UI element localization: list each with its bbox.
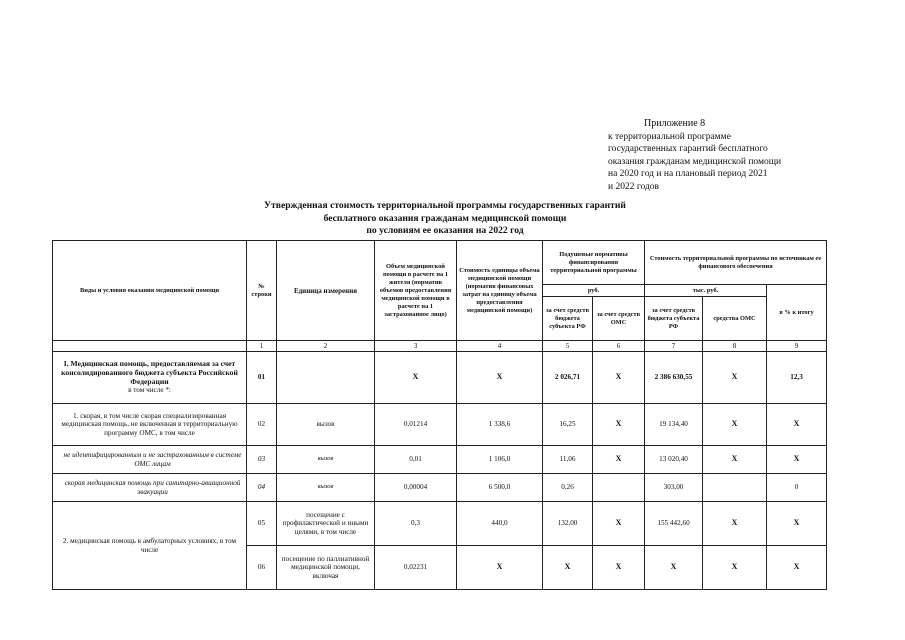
row-budget: 2 026,71: [543, 352, 593, 404]
row-oms: Х: [593, 352, 645, 404]
row-volume: 0,3: [375, 502, 457, 546]
row-cost: Х: [457, 546, 543, 590]
row-unit: [277, 352, 375, 404]
row-number: 03: [247, 446, 277, 474]
title-line: по условиям ее оказания на 2022 год: [366, 225, 524, 236]
header-program-cost-group: Стоимость территориальной программы по источникам ее финансового обеспечения: [645, 241, 827, 285]
row-unit: посещение с профилактической и иными целями, в том числе: [277, 502, 375, 546]
row-unit: посещение по паллиативной медицинской помощи, включая: [277, 546, 375, 590]
appendix-line: государственных гарантий бесплатного: [608, 144, 768, 155]
row-percent: Х: [767, 446, 827, 474]
row-name: 1. скорая, в том числе скорая специализированная медицинская помощь, не включенная в территориальную программу ОМС, в том числе: [53, 404, 247, 446]
row-cost: 1 106,0: [457, 446, 543, 474]
header-kinds: Виды и условия оказания медицинской помощи: [53, 241, 247, 341]
column-number: 7: [645, 341, 703, 352]
column-number-row: [53, 341, 827, 352]
row-oms: [593, 474, 645, 502]
title-line: бесплатного оказания гражданам медицинской помощи: [323, 212, 567, 224]
row-cost: 6 500,0: [457, 474, 543, 502]
appendix-line: к территориальной программе: [608, 131, 731, 142]
row-unit: вызов: [277, 446, 375, 474]
table-row: [53, 474, 827, 502]
row-percent: Х: [767, 502, 827, 546]
column-number: 4: [457, 341, 543, 352]
row-budget: Х: [543, 546, 593, 590]
row-cost: 1 338,6: [457, 404, 543, 446]
column-number: 1: [247, 341, 277, 352]
column-number: 5: [543, 341, 593, 352]
row-number: 06: [247, 546, 277, 590]
header-budget: за счет средств бюджета субъекта РФ: [543, 297, 593, 341]
row-oms: Х: [593, 446, 645, 474]
appendix-line: на 2020 год и на плановый период 2021: [608, 169, 768, 180]
column-number: 9: [767, 341, 827, 352]
header-oms: за счет средств ОМС: [593, 297, 645, 341]
header-unit-thousand-rub: тыс. руб.: [645, 285, 767, 297]
table-row: [53, 502, 827, 546]
document-title: [200, 200, 690, 238]
header-per-capita-group: Подушевые нормативы финансирования территориальной программы: [543, 241, 645, 285]
table-row: [53, 446, 827, 474]
row-number: 04: [247, 474, 277, 502]
row-total-oms: Х: [703, 502, 767, 546]
row-budget: 132,00: [543, 502, 593, 546]
row-total-budget: 13 020,40: [645, 446, 703, 474]
column-number: [53, 341, 247, 352]
row-volume: 0,00004: [375, 474, 457, 502]
header-total-oms: средства ОМС: [703, 297, 767, 341]
row-oms: Х: [593, 404, 645, 446]
column-number: 3: [375, 341, 457, 352]
row-oms: Х: [593, 546, 645, 590]
row-oms: Х: [593, 502, 645, 546]
row-name: I. Медицинская помощь, предоставляемая за счет консолидированного бюджета субъекта Российской Федерации: [61, 359, 238, 386]
row-total-budget: 2 386 630,55: [645, 352, 703, 404]
row-subname: в том числе *:: [128, 386, 171, 395]
row-name-cell: [53, 352, 247, 404]
row-total-oms: Х: [703, 546, 767, 590]
header-total-budget: за счет средств бюджета субъекта РФ: [645, 297, 703, 341]
row-percent: Х: [767, 404, 827, 446]
column-number: 8: [703, 341, 767, 352]
title-line: Утвержденная стоимость территориальной программы государственных гарантий: [264, 200, 626, 211]
row-total-oms: Х: [703, 404, 767, 446]
appendix-block: [608, 118, 868, 194]
header-unit-cost: Стоимость единицы объема медицинской помощи (норматив финансовых затрат на единицу объема предоставления медицинской помощи): [457, 241, 543, 341]
row-total-oms: [703, 474, 767, 502]
row-volume: 0,02231: [375, 546, 457, 590]
row-unit: вызов: [277, 404, 375, 446]
appendix-line: и 2022 годов: [608, 181, 660, 192]
appendix-title: Приложение 8: [644, 118, 706, 129]
row-name: не идентифицированным и не застрахованным в системе ОМС лицам: [53, 446, 247, 474]
row-total-oms: Х: [703, 446, 767, 474]
row-name: скорая медицинская помощь при санитарно-авиационной эвакуации: [53, 474, 247, 502]
cost-table: [52, 240, 827, 590]
header-percent: в % к итогу: [767, 285, 827, 341]
row-volume: 0,01: [375, 446, 457, 474]
row-number: 05: [247, 502, 277, 546]
appendix-line: оказания гражданам медицинской помощи: [608, 156, 782, 167]
row-total-budget: 155 442,60: [645, 502, 703, 546]
row-volume: Х: [375, 352, 457, 404]
table-row: [53, 352, 827, 404]
row-percent: Х: [767, 546, 827, 590]
header-unit: Единица измерения: [277, 241, 375, 341]
row-cost: Х: [457, 352, 543, 404]
row-percent: 12,3: [767, 352, 827, 404]
column-number: 2: [277, 341, 375, 352]
header-row-number: № строки: [247, 241, 277, 341]
row-total-oms: Х: [703, 352, 767, 404]
header-volume: Объем медицинской помощи в расчете на 1 жителя (норматив объемов предоставления медицинской помощи в расчете на 1 застрахованное лицо): [375, 241, 457, 341]
row-percent: 0: [767, 474, 827, 502]
row-number: 01: [247, 352, 277, 404]
column-number: 6: [593, 341, 645, 352]
row-total-budget: 303,00: [645, 474, 703, 502]
row-budget: 11,06: [543, 446, 593, 474]
row-budget: 0,26: [543, 474, 593, 502]
table-row: [53, 404, 827, 446]
row-total-budget: 19 134,40: [645, 404, 703, 446]
header-unit-rub: руб.: [543, 285, 645, 297]
row-unit: вызов: [277, 474, 375, 502]
row-volume: 0,01214: [375, 404, 457, 446]
row-cost: 440,0: [457, 502, 543, 546]
row-number: 02: [247, 404, 277, 446]
row-budget: 16,25: [543, 404, 593, 446]
row-total-budget: Х: [645, 546, 703, 590]
row-name: 2. медицинская помощь в амбулаторных условиях, в том числе: [53, 502, 247, 590]
